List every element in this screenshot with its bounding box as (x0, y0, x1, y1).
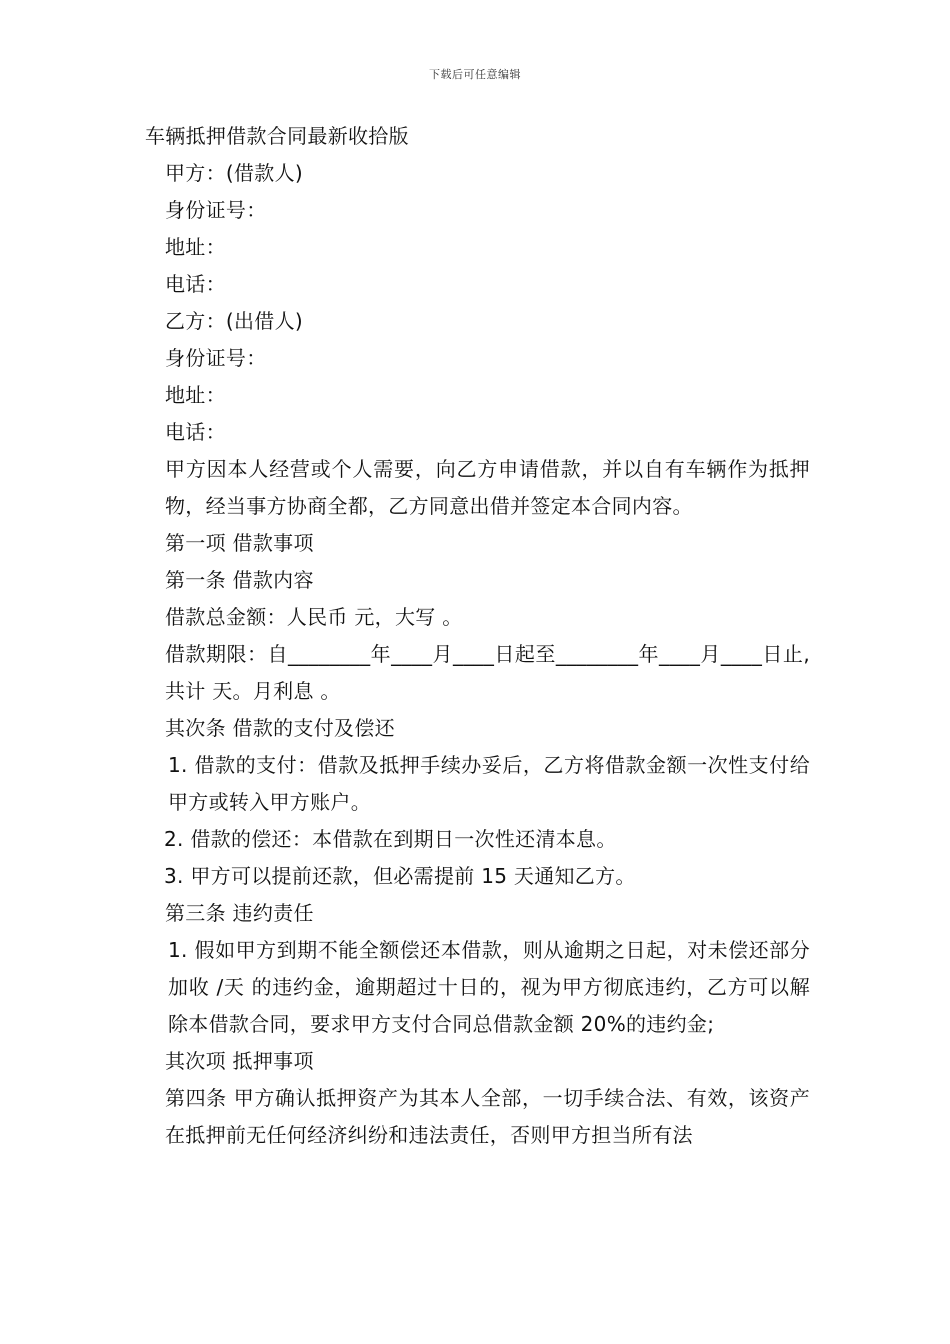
loan-term-paragraph: 借款期限：自________年____月____日起至________年____月____日止,共计 天。月利息 。 (165, 642, 810, 703)
party-b-phone: 电话： (165, 420, 226, 444)
article-3-heading: 第三条 违约责任 (165, 901, 314, 925)
page-header-note: 下载后可任意编辑 (429, 68, 521, 81)
article-4-paragraph: 第四条 甲方确认抵押资产为其本人全部，一切手续合法、有效，该资产在抵押前无任何经济纠纷和违法责任，否则甲方担当所有法 (165, 1086, 810, 1147)
party-b-address: 地址： (165, 383, 226, 407)
article-2-item-1: 1. 借款的支付：借款及抵押手续办妥后，乙方将借款金额一次性支付给甲方或转入甲方账户。 (168, 753, 810, 814)
section-2-heading: 其次项 抵押事项 (165, 1049, 314, 1073)
party-a-address: 地址： (165, 235, 226, 259)
document-body (145, 118, 810, 1154)
preamble-paragraph: 甲方因本人经营或个人需要，向乙方申请借款，并以自有车辆作为抵押物，经当事方协商全都，乙方同意出借并签定本合同内容。 (165, 457, 810, 518)
party-a-id-number: 身份证号： (165, 198, 267, 222)
party-a-phone: 电话： (165, 272, 226, 296)
party-b-label: 乙方：(出借人) (165, 309, 304, 333)
article-3-item-1: 1. 假如甲方到期不能全额偿还本借款，则从逾期之日起，对未偿还部分加收 /天 的违约金，逾期超过十日的，视为甲方彻底违约，乙方可以解除本借款合同，要求甲方支付合同总借款金额 20%的违约金; (168, 938, 810, 1036)
party-a-label: 甲方：(借款人) (165, 161, 304, 185)
article-2-heading: 其次条 借款的支付及偿还 (165, 716, 395, 740)
article-2-item-2: 2. 借款的偿还：本借款在到期日一次性还清本息。 (164, 827, 617, 851)
article-1-heading: 第一条 借款内容 (165, 568, 314, 592)
section-1-heading: 第一项 借款事项 (165, 531, 314, 555)
document-title: 车辆抵押借款合同最新收拾版 (145, 124, 409, 148)
party-b-id-number: 身份证号： (165, 346, 267, 370)
article-2-item-3: 3. 甲方可以提前还款，但必需提前 15 天通知乙方。 (164, 864, 636, 888)
loan-amount-line: 借款总金额：人民币 元，大写 。 (165, 605, 463, 629)
